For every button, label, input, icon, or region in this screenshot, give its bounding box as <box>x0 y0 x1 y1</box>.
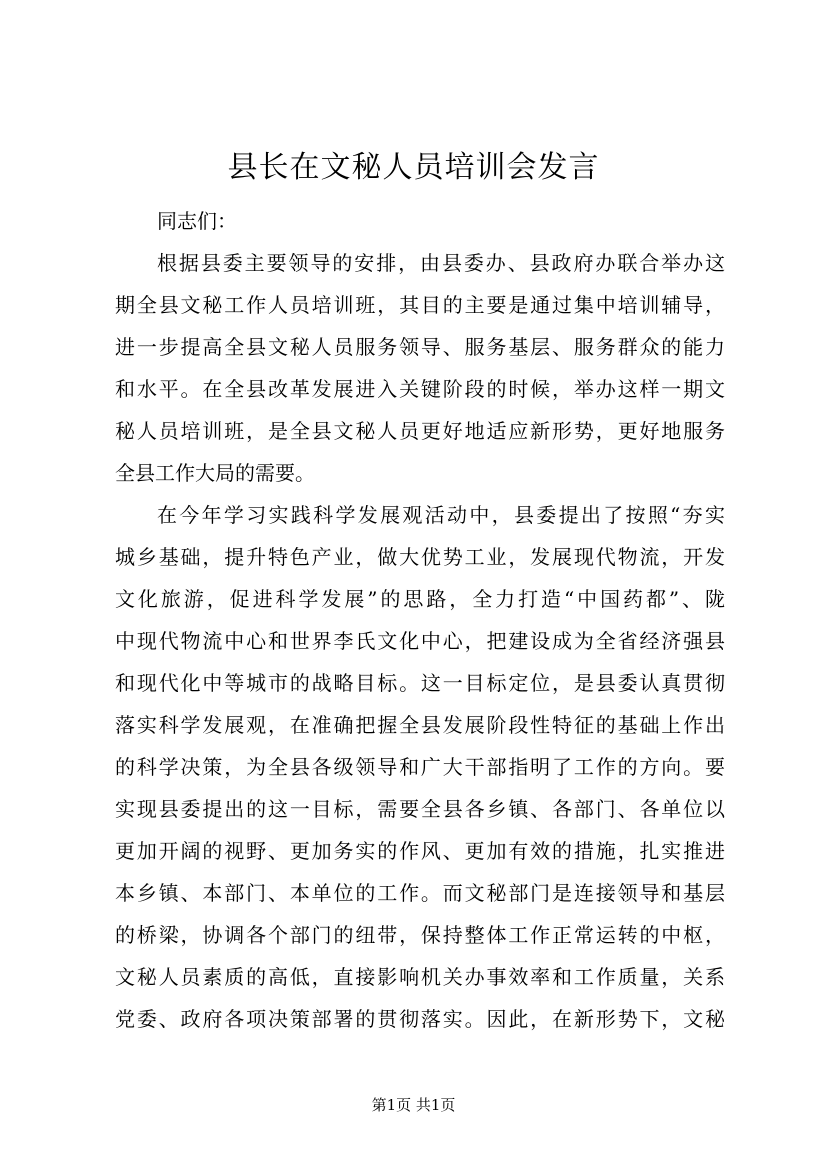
paragraph-2-line-10: 本乡镇、本部门、本单位的工作。而文秘部门是连接领导和基层 <box>115 881 725 905</box>
paragraph-1-line-4: 和水平。在全县改革发展进入关键阶段的时候，举办这样一期文 <box>115 377 725 401</box>
paragraph-1-line-6: 全县工作大局的需要。 <box>115 461 315 485</box>
paragraph-2-line-1: 在今年学习实践科学发展观活动中，县委提出了按照“夯实 <box>157 503 725 527</box>
paragraph-2-line-11: 的桥梁，协调各个部门的纽带，保持整体工作正常运转的中枢， <box>115 923 725 947</box>
paragraph-2-line-13: 党委、政府各项决策部署的贯彻落实。因此，在新形势下，文秘 <box>115 1007 725 1031</box>
greeting: 同志们： <box>157 209 237 233</box>
paragraph-1-line-3: 进一步提高全县文秘人员服务领导、服务基层、服务群众的能力 <box>115 335 725 359</box>
document-body <box>115 200 725 1040</box>
document-title: 县长在文秘人员培训会发言 <box>227 150 600 185</box>
paragraph-1-line-5: 秘人员培训班，是全县文秘人员更好地适应新形势，更好地服务 <box>115 419 725 443</box>
paragraph-2-line-7: 的科学决策，为全县各级领导和广大干部指明了工作的方向。要 <box>115 755 725 779</box>
paragraph-2-line-12: 文秘人员素质的高低，直接影响机关办事效率和工作质量，关系 <box>115 965 725 989</box>
paragraph-2-line-3: 文化旅游，促进科学发展”的思路，全力打造“中国药都”、陇 <box>115 587 725 611</box>
paragraph-2-line-8: 实现县委提出的这一目标，需要全县各乡镇、各部门、各单位以 <box>115 797 725 821</box>
paragraph-2-line-9: 更加开阔的视野、更加务实的作风、更加有效的措施，扎实推进 <box>115 839 725 863</box>
paragraph-2-line-5: 和现代化中等城市的战略目标。这一目标定位，是县委认真贯彻 <box>115 671 725 695</box>
paragraph-2-line-2: 城乡基础，提升特色产业，做大优势工业，发展现代物流，开发 <box>115 545 725 569</box>
paragraph-1-line-1: 根据县委主要领导的安排，由县委办、县政府办联合举办这 <box>157 251 725 275</box>
paragraph-2-line-6: 落实科学发展观，在准确把握全县发展阶段性特征的基础上作出 <box>115 713 725 737</box>
paragraph-2-line-4: 中现代物流中心和世界李氏文化中心，把建设成为全省经济强县 <box>115 629 725 653</box>
paragraph-1-line-2: 期全县文秘工作人员培训班，其目的主要是通过集中培训辅导， <box>115 293 725 317</box>
page-footer: 第1页 共1页 <box>371 1096 456 1114</box>
